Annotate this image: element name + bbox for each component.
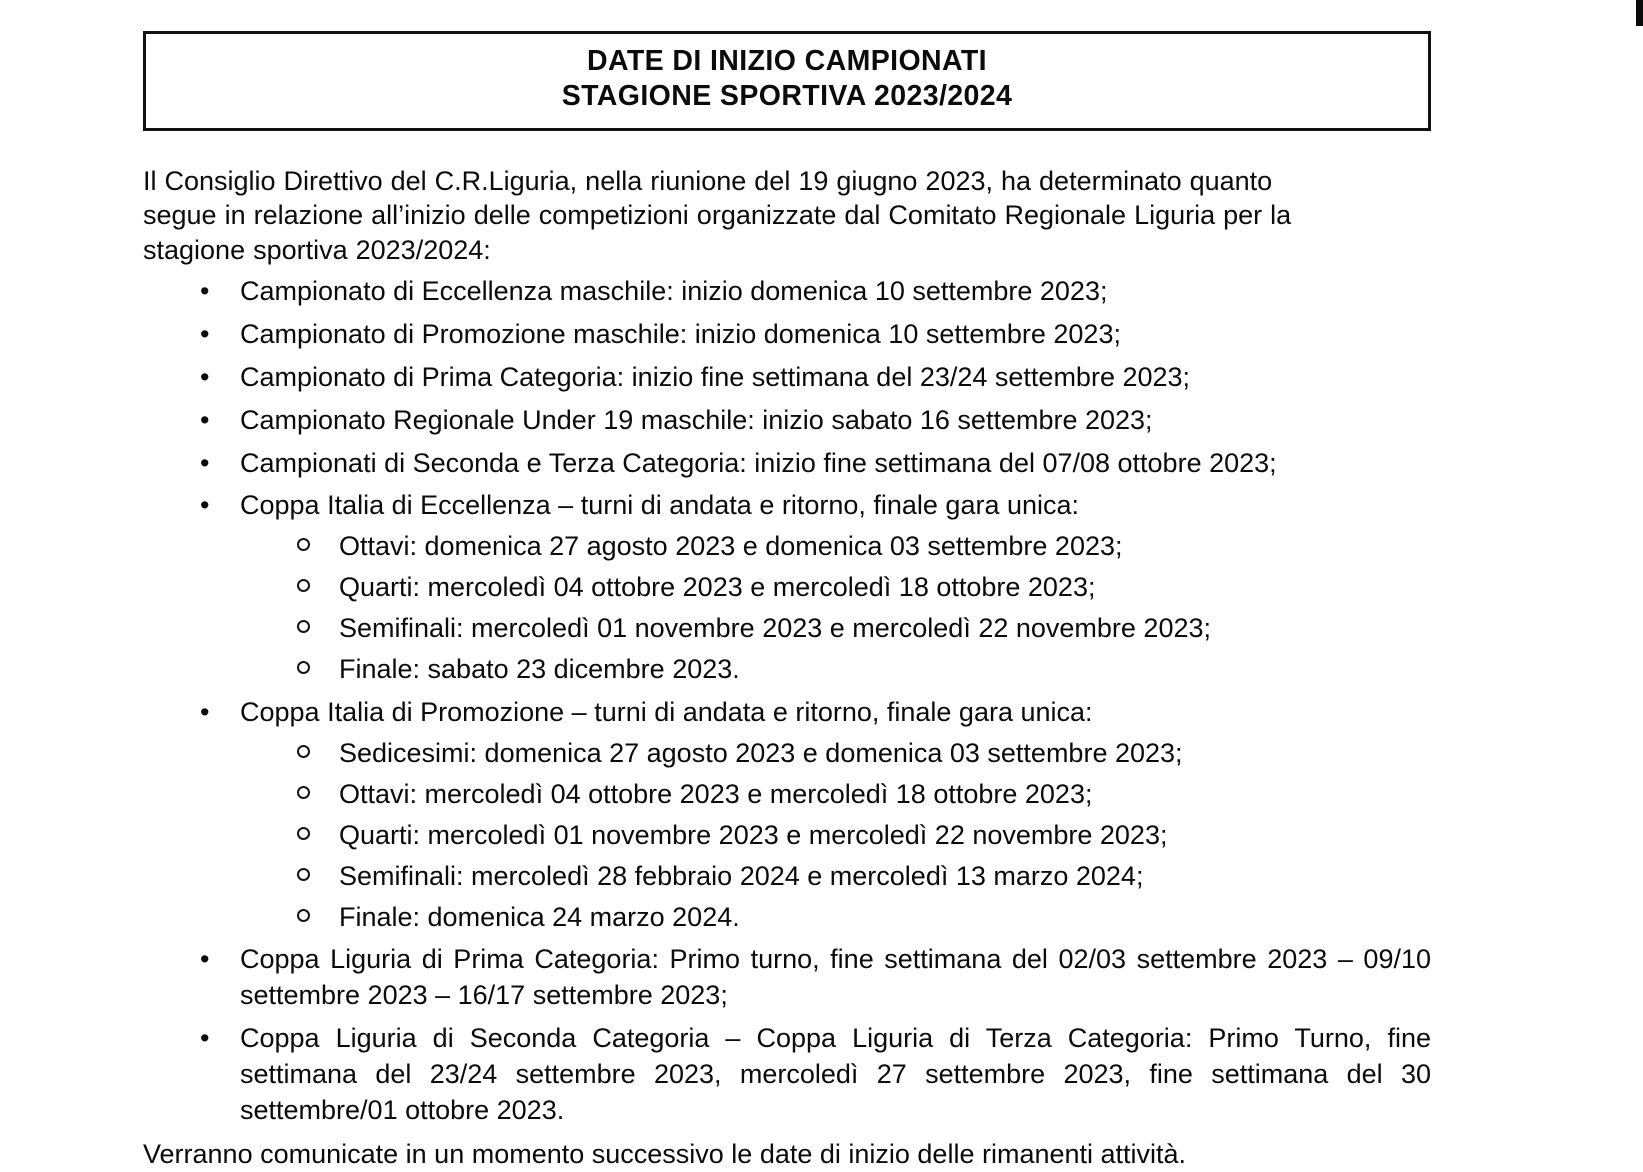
bullet-icon: • xyxy=(200,697,210,727)
sub-list-item xyxy=(240,529,1431,565)
sub-list-item xyxy=(240,900,1431,936)
list-item-label: Campionato di Prima Categoria: inizio fine settimana del 23/24 settembre 2023; xyxy=(240,361,1191,392)
scan-edge-artifact xyxy=(1636,0,1643,26)
list-item-coppa-liguria-seconda-terza xyxy=(143,1021,1431,1129)
sub-list xyxy=(240,529,1431,688)
list-item-label: Coppa Italia di Eccellenza – turni di andata e ritorno, finale gara unica: xyxy=(240,490,1080,521)
bullet-icon: • xyxy=(200,944,210,975)
circle-bullet-icon xyxy=(297,620,310,633)
list-item-coppa-italia-eccellenza xyxy=(143,488,1431,688)
sub-list xyxy=(240,736,1431,936)
list-item-label: Coppa Liguria di Prima Categoria: Primo turno, fine settimana del 02/03 settembre 2023 – 09/10 settembre 2023 – 16/17 settembre 2023; xyxy=(240,944,1431,1011)
list-item-label: Campionato di Promozione maschile: inizio domenica 10 settembre 2023; xyxy=(240,318,1121,349)
circle-bullet-icon xyxy=(297,745,310,758)
list-item-label: Campionati di Seconda e Terza Categoria: inizio fine settimana del 07/08 ottobre 2023; xyxy=(240,447,1277,478)
sub-list-item-label: Ottavi: domenica 27 agosto 2023 e domenica 03 settembre 2023; xyxy=(339,531,1123,562)
list-item xyxy=(143,317,1431,353)
bullet-icon: • xyxy=(200,447,210,478)
sub-list-item-label: Quarti: mercoledì 04 ottobre 2023 e mercoledì 18 ottobre 2023; xyxy=(339,572,1096,603)
page-title-line-2: STAGIONE SPORTIVA 2023/2024 xyxy=(561,80,1013,113)
list-item xyxy=(143,274,1431,310)
circle-bullet-icon xyxy=(297,868,310,881)
sub-list-item-label: Semifinali: mercoledì 28 febbraio 2024 e mercoledì 13 marzo 2024; xyxy=(339,860,1144,891)
circle-bullet-icon xyxy=(297,579,310,592)
intro-line-3: stagione sportiva 2023/2024: xyxy=(143,234,491,265)
circle-bullet-icon xyxy=(297,909,310,922)
list-item-coppa-italia-promozione xyxy=(143,695,1431,935)
document-page xyxy=(143,31,1431,1172)
list-item xyxy=(143,403,1431,439)
sub-list-item xyxy=(240,570,1431,606)
sub-list-item xyxy=(240,859,1431,895)
sub-list-item xyxy=(240,652,1431,688)
intro-line-2: segue in relazione all’inizio delle competizioni organizzate dal Comitato Regionale Liguria per la xyxy=(143,200,1292,231)
circle-bullet-icon xyxy=(297,827,310,840)
list-item-coppa-liguria-prima xyxy=(143,942,1431,1014)
competition-list xyxy=(143,274,1431,1129)
closing-paragraph: Verranno comunicate in un momento successivo le date di inizio delle rimanenti attività. xyxy=(143,1138,1187,1169)
bullet-icon: • xyxy=(200,1023,210,1054)
list-item xyxy=(143,360,1431,396)
sub-list-item-label: Finale: domenica 24 marzo 2024. xyxy=(339,901,740,932)
sub-list-item-label: Sedicesimi: domenica 27 agosto 2023 e domenica 03 settembre 2023; xyxy=(339,737,1183,768)
sub-list-item-label: Semifinali: mercoledì 01 novembre 2023 e mercoledì 22 novembre 2023; xyxy=(339,613,1211,644)
intro-paragraph xyxy=(143,164,1431,267)
bullet-icon: • xyxy=(200,404,210,435)
page-title-line-1: DATE DI INIZIO CAMPIONATI xyxy=(586,45,987,77)
sub-list-item xyxy=(240,818,1431,854)
sub-list-item-label: Quarti: mercoledì 01 novembre 2023 e mercoledì 22 novembre 2023; xyxy=(339,819,1168,850)
circle-bullet-icon xyxy=(297,538,310,551)
circle-bullet-icon xyxy=(297,661,310,674)
list-item-label: Campionato di Eccellenza maschile: inizio domenica 10 settembre 2023; xyxy=(240,275,1108,306)
sub-list-item-label: Finale: sabato 23 dicembre 2023. xyxy=(339,654,740,685)
sub-list-item-label: Ottavi: mercoledì 04 ottobre 2023 e mercoledì 18 ottobre 2023; xyxy=(339,778,1093,809)
list-item-label: Campionato Regionale Under 19 maschile: inizio sabato 16 settembre 2023; xyxy=(240,404,1153,435)
intro-line-1: Il Consiglio Direttivo del C.R.Liguria, nella riunione del 19 giugno 2023, ha determinato quanto xyxy=(143,166,1273,197)
sub-list-item xyxy=(240,777,1431,813)
bullet-icon: • xyxy=(200,275,210,306)
bullet-icon: • xyxy=(200,361,210,392)
title-box xyxy=(143,31,1431,131)
bullet-icon: • xyxy=(200,490,210,521)
sub-list-item xyxy=(240,736,1431,772)
sub-list-item xyxy=(240,611,1431,647)
circle-bullet-icon xyxy=(297,786,310,799)
list-item xyxy=(143,446,1431,482)
list-item-label: Coppa Liguria di Seconda Categoria – Coppa Liguria di Terza Categoria: Primo Turno, fine settimana del 23/24 settembre 2023, mercoledì 27 settembre 2023, fine settimana del 30 settembre/01 ottobre 2023. xyxy=(240,1023,1431,1126)
list-item-label: Coppa Italia di Promozione – turni di andata e ritorno, finale gara unica: xyxy=(240,697,1093,727)
bullet-icon: • xyxy=(200,318,210,349)
